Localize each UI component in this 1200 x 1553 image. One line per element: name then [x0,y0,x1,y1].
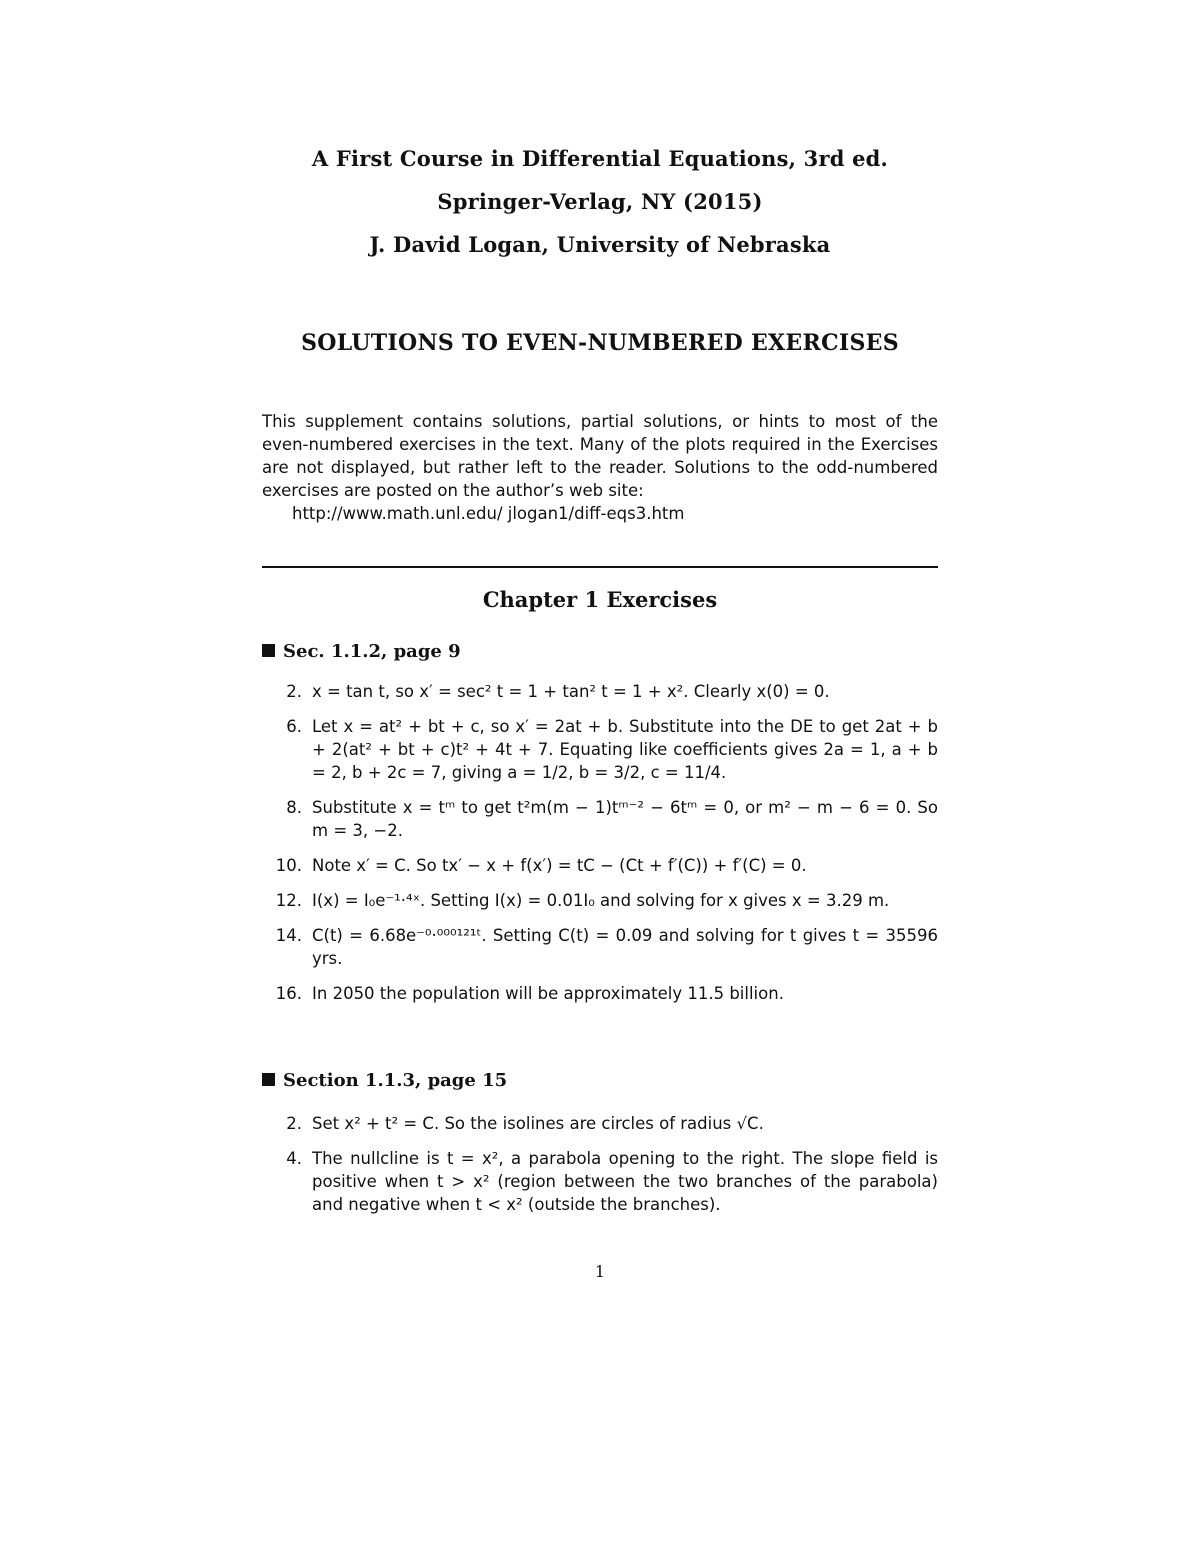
section-1-1-2-items [262,680,938,1017]
item-number: 12. [275,891,302,910]
item-number: 2. [286,682,302,701]
list-item [262,854,938,877]
list-item [262,889,938,912]
list-item [262,796,938,842]
section-1-1-3-items [262,1112,938,1228]
intro-text: This supplement contains solutions, partial solutions, or hints to most of the even-numbered exercises in the text. Many of the plots required in the Exercises are not displayed, but rather left to the reader. Solutions to the odd-numbered exercises are posted on the author’s web site: [262,412,938,500]
author-text: J. David Logan, University of Nebraska [369,232,831,257]
author-website-link[interactable]: http://www.math.unl.edu/ jlogan1/diff-eqs3.htm [292,504,685,523]
item-text: C(t) = 6.68e⁻⁰·⁰⁰⁰¹²¹ᵗ. Setting C(t) = 0.09 and solving for t gives t = 35596 yrs. [312,926,938,968]
item-number: 6. [286,717,302,736]
list-item [262,1112,938,1135]
page-number: 1 [594,1262,606,1281]
item-text: Note x′ = C. So tx′ − x + f(x′) = tC − (Ct + f′(C)) + f′(C) = 0. [312,856,807,875]
chapter-title: Chapter 1 Exercises [482,587,718,612]
item-number: 8. [286,798,302,817]
publisher-text: Springer-Verlag, NY (2015) [437,189,763,214]
item-text: Set x² + t² = C. So the isolines are circles of radius √C. [312,1114,764,1133]
item-number: 4. [286,1149,302,1168]
list-item [262,1147,938,1216]
item-text: Let x = at² + bt + c, so x′ = 2at + b. Substitute into the DE to get 2at + b + 2(at² + bt + c)t² + 4t + 7. Equating like coefficients gives 2a = 1, a + b = 2, b + 2c = 7, giving a = 1/2, b = 3/2, c = 11/4. [312,717,938,782]
publisher-line [0,189,1200,214]
author-line [0,232,1200,257]
list-item [262,982,938,1005]
square-bullet-icon [262,1073,275,1086]
square-bullet-icon [262,644,275,657]
horizontal-rule [262,566,938,568]
intro-paragraph [262,410,938,525]
item-text: In 2050 the population will be approximately 11.5 billion. [312,984,784,1003]
item-number: 2. [286,1114,302,1133]
item-text: x = tan t, so x′ = sec² t = 1 + tan² t = 1 + x². Clearly x(0) = 0. [312,682,830,701]
item-number: 10. [275,856,302,875]
list-item [262,680,938,703]
list-item [262,715,938,784]
section-heading-text: Section 1.1.3, page 15 [283,1070,508,1091]
book-title [0,146,1200,171]
item-text: I(x) = I₀e⁻¹·⁴ˣ. Setting I(x) = 0.01I₀ and solving for x gives x = 3.29 m. [312,891,890,910]
section-heading-text: Sec. 1.1.2, page 9 [283,641,461,662]
item-number: 16. [275,984,302,1003]
section-heading-1-1-3 [262,1070,507,1091]
item-text: Substitute x = tᵐ to get t²m(m − 1)tᵐ⁻² − 6tᵐ = 0, or m² − m − 6 = 0. So m = 3, −2. [312,798,938,840]
solutions-title: SOLUTIONS TO EVEN-NUMBERED EXERCISES [301,330,899,356]
section-heading-1-1-2 [262,641,461,662]
list-item [262,924,938,970]
item-text: The nullcline is t = x², a parabola opening to the right. The slope field is positive when t > x² (region between the two branches of the parabola) and negative when t < x² (outside the branches). [312,1149,938,1214]
item-number: 14. [275,926,302,945]
book-title-text: A First Course in Differential Equations, 3rd ed. [311,146,889,171]
